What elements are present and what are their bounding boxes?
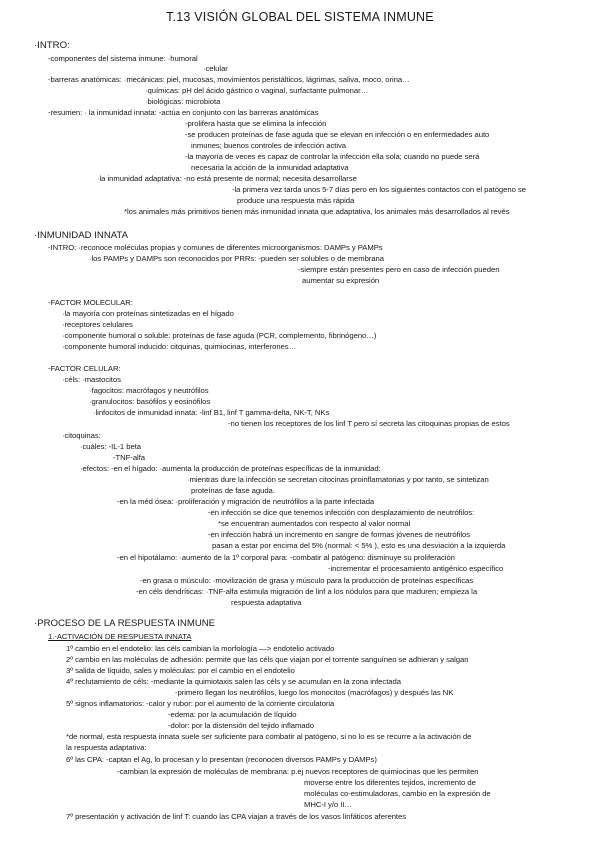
innata-line: ·linfocitos de inmunidad innata: -linf B1, linf T gamma-delta, NK-T, NKs xyxy=(93,408,330,417)
activacion-subheading: 1.-ACTIVACIÓN DE RESPUESTA INNATA xyxy=(48,632,192,641)
innata-line: ·cuáles: -IL-1 beta xyxy=(80,442,142,451)
proceso-line: MHC-I y/o II… xyxy=(304,800,353,809)
innata-heading: ·INMUNIDAD INNATA xyxy=(34,230,128,241)
innata-line: ·receptores celulares xyxy=(62,320,133,329)
proceso-line: 4º reclutamiento de céls: -mediante la quimiotaxis salen las céls y se acumulan en la zona infectada xyxy=(66,677,401,686)
factor-celular-heading: -FACTOR CELULAR: xyxy=(48,364,121,373)
proceso-line: -dolor: por la distensión del tejido inflamado xyxy=(168,721,314,730)
innata-line: ·la mayoría con proteínas sintetizadas en el hígado xyxy=(62,309,234,318)
innata-line: -siempre están presentes pero en caso de infección pueden xyxy=(298,265,500,274)
intro-line: -la primera vez tarda unos 5-7 días pero en los siguientes contactos con el patógeno se xyxy=(232,185,526,194)
innata-line: ·fagocitos: macrófagos y neutrófilos xyxy=(89,386,209,395)
intro-line: *los animales más primitivos tienen más inmunidad innata que adaptativa, los animales más desarrollados al revés xyxy=(124,207,510,216)
proceso-line: 2º cambio en las moléculas de adhesión: permite que las céls que viajan por el torrente sanguíneo se adhieran y salgan xyxy=(66,655,469,664)
proceso-line: -edema: por la acumulación de líquido xyxy=(168,710,297,719)
proceso-line: moléculas co-estimuladoras, cambio en la expresión de xyxy=(304,789,491,798)
proceso-line: 3º salida de líquido, sales y moléculas: por el cambio en el endotelio xyxy=(66,666,295,675)
innata-line: ·mientras dure la infección se secretan citocinas proinflamatorias y por tanto, se sintetizan xyxy=(187,475,489,484)
innata-line: proteínas de fase aguda. xyxy=(191,486,275,495)
innata-line: -en la méd ósea: ·proliferación y migración de neutrófilos a la parte infectada xyxy=(117,497,375,506)
innata-line: -TNF-alfa xyxy=(113,453,146,462)
proceso-line: 6º las CPA: -captan el Ag, lo procesan y lo presentan (reconocen diversos PAMPs y DAMPs) xyxy=(66,755,377,764)
page-title: T.13 VISIÓN GLOBAL DEL SISTEMA INMUNE xyxy=(166,10,434,24)
proceso-line: 5º signos inflamatorios: -calor y rubor: por el aumento de la corriente circulatoria xyxy=(66,699,335,708)
intro-line: ·químicas: pH del ácido gástrico o vaginal, surfactante pulmonar… xyxy=(145,86,369,95)
innata-line: ·componente humoral inducido: citquinas, quimiocinas, interferones… xyxy=(62,342,297,351)
innata-line: ·céls: ·mastocitos xyxy=(62,375,121,384)
proceso-line: -cambian la expresión de moléculas de membrana: p.ej nuevos receptores de quimiocinas que les permiten xyxy=(117,767,479,776)
intro-line: inmunes; buenos controles de infección activa xyxy=(191,141,347,150)
proceso-line: moverse entre los diferentes tejidos, incremento de xyxy=(304,778,476,787)
intro-line: ·la inmunidad adaptativa: -no está presente de normal; necesita desarrollarse xyxy=(97,174,357,183)
intro-line: -se producen proteínas de fase aguda que se elevan en infección o en enfermedades auto xyxy=(185,130,490,139)
proceso-heading: ·PROCESO DE LA RESPUESTA INMUNE xyxy=(34,618,216,629)
innata-line: -incrementar el procesamiento antigénico específico xyxy=(328,564,504,573)
intro-line: -la mayoría de veces es capaz de controlar la infección ella sola; cuando no puede será xyxy=(185,152,480,161)
innata-line: -en grasa o músculo: ·movilización de grasa y músculo para la producción de proteínas específicas xyxy=(140,576,474,585)
innata-line: -en infección se dice que tenemos infección con desplazamiento de neutrófilos: xyxy=(208,508,475,517)
innata-line: ·los PAMPs y DAMPs son reconocidos por PRRs: -pueden ser solubles o de membrana xyxy=(89,254,384,263)
innata-line: ·granulocitos: basófilos y eosinófilos xyxy=(89,397,211,406)
proceso-line: 1º cambio en el endotelio: las céls cambian la morfología —> endotelio activado xyxy=(66,644,335,653)
intro-line: -componentes del sistema inmune: ·humoral xyxy=(48,54,198,63)
innata-line: -en el hipotálamo: ·aumento de la 1º corporal para: -combatir al patógeno: disminuye su proliferación xyxy=(117,553,455,562)
proceso-line: -primero llegan los neutrófilos, luego los monocitos (macrófagos) y después las NK xyxy=(175,688,454,697)
innata-line: -INTRO: ·reconoce moléculas propias y comunes de diferentes microorganismos: DAMPs y PAMPs xyxy=(48,243,383,252)
innata-line: pasan a estar por encima del 5% (normal: < 5% ), esto es una desviación a la izquierda xyxy=(212,541,506,550)
intro-line: produce una respuesta más rápida xyxy=(237,196,355,205)
intro-line: -prolifera hasta que se elimina la infección xyxy=(185,119,327,128)
factor-molecular-heading: -FACTOR MOLECULAR: xyxy=(48,298,133,307)
innata-line: ·efectos: -en el hígado: ·aumenta la producción de proteínas específicas de la inmunidad: xyxy=(80,464,381,473)
intro-line: necesaria la acción de la inmunidad adaptativa xyxy=(191,163,349,172)
innata-line: aumentar su expresión xyxy=(302,276,380,285)
intro-line: ·biológicas: microbiota xyxy=(145,97,221,106)
innata-line: *se encuentran aumentados con respecto al valor normal xyxy=(218,519,411,528)
innata-line: -no tienen los receptores de los linf T pero sí secreta las citoquinas propias de estos xyxy=(228,419,510,428)
intro-line: -barreras anatómicas: ·mecánicas: piel, mucosas, movimientos peristálticos, lágrimas, saliva, moco, orina… xyxy=(48,75,410,84)
innata-line: -en infección habrá un incremento en sangre de formas jóvenes de neutrófilos xyxy=(208,530,471,539)
proceso-line: 7º presentación y activación de linf T: cuando las CPA viajan a través de los vasos linfáticos aferentes xyxy=(66,812,407,821)
proceso-line: *de normal, esta respuesta innata suele ser suficiente para combatir al patógeno, si no lo es se recurre a la activación de xyxy=(66,732,472,741)
innata-line: ·componente humoral o soluble: proteínas de fase aguda (PCR, complemento, fibrinógeno…) xyxy=(62,331,377,340)
innata-line: ·citoquinas: xyxy=(62,431,101,440)
innata-line: -en céls dendríticas: ·TNF-alfa estimula migración de linf a los nódulos para que maduren; empieza la xyxy=(136,587,478,596)
intro-line: -resumen: · la inmunidad innata: -actúa en conjunto con las barreras anatómicas xyxy=(48,108,319,117)
innata-line: respuesta adaptativa xyxy=(231,598,302,607)
intro-line: ·celular xyxy=(203,64,228,73)
intro-heading: ·INTRO: xyxy=(34,40,70,51)
proceso-line: la respuesta adaptativa: xyxy=(66,743,147,752)
